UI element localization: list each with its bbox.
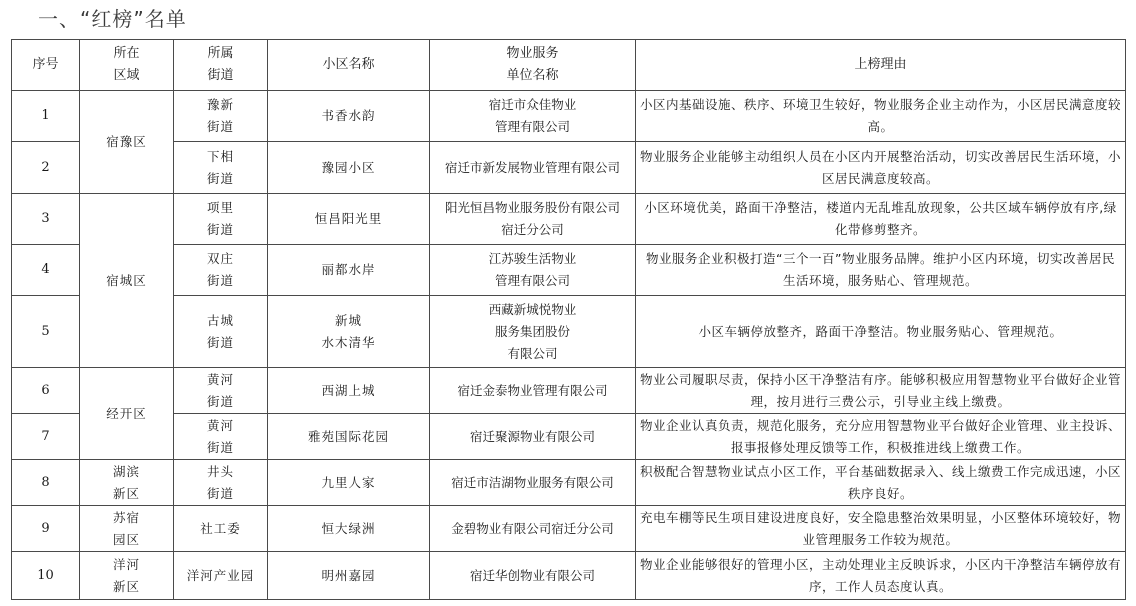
cell-line: 街道 [206, 119, 234, 134]
section-heading: 一、“红榜”名单 [38, 7, 187, 31]
seq-cell: 3 [12, 194, 80, 245]
street-cell [174, 296, 268, 368]
cell-line: 宿迁市新发展物业管理有限公司 [444, 159, 620, 175]
header-row [12, 40, 1126, 91]
cell-line: 洋河产业园 [186, 567, 255, 583]
seq-cell: 9 [12, 506, 80, 552]
cell-line: 书香水韵 [321, 108, 376, 123]
table-row [12, 194, 1126, 245]
cell-line: 九里人家 [321, 474, 376, 490]
cell-line: 街道 [206, 222, 234, 237]
header-seq: 序号 [12, 40, 80, 91]
street-cell [174, 460, 268, 506]
region-cell [80, 91, 174, 194]
region-cell [80, 552, 174, 600]
company-cell [430, 368, 636, 414]
cell-line: 有限公司 [507, 345, 558, 361]
header-reason: 上榜理由 [636, 40, 1126, 91]
cell-line: 园区 [112, 531, 140, 547]
cell-line: 明州嘉园 [321, 567, 376, 583]
community-cell [268, 194, 430, 245]
company-cell [430, 506, 636, 552]
company-cell [430, 552, 636, 600]
reason-cell: 物业公司履职尽责，保持小区干净整洁有序。能够积极应用智慧物业平台做好企业管理，按月进行三费公示，引导业主线上缴费。 [636, 368, 1126, 414]
cell-line: 水木清华 [321, 334, 376, 350]
cell-line: 阳光恒昌物业服务股份有限公司 [444, 200, 620, 215]
cell-line: 雅苑国际花园 [307, 428, 389, 444]
company-cell [430, 414, 636, 460]
seq-cell: 4 [12, 245, 80, 296]
street-cell [174, 91, 268, 142]
table-row [12, 552, 1126, 600]
company-cell [430, 194, 636, 245]
community-cell [268, 368, 430, 414]
reason-cell: 小区环境优美，路面干净整洁，楼道内无乱堆乱放现象，公共区域车辆停放有序,绿化带修剪整齐。 [636, 194, 1126, 245]
reason-cell: 积极配合智慧物业试点小区工作，平台基础数据录入、线上缴费工作完成迅速，小区秩序良好。 [636, 460, 1126, 506]
cell-line: 黄河 [206, 417, 234, 433]
header-company: 物业服务 单位名称 [430, 40, 636, 91]
company-cell [430, 296, 636, 368]
table-row [12, 296, 1126, 368]
seq-cell: 1 [12, 91, 80, 142]
cell-line: 管理有限公司 [494, 119, 570, 134]
cell-line: 经开区 [106, 405, 147, 421]
cell-line: 湖滨 [112, 463, 140, 479]
street-cell [174, 368, 268, 414]
cell-line: 豫新 [206, 97, 234, 112]
cell-line: 服务集团股份 [494, 323, 570, 339]
community-cell [268, 245, 430, 296]
cell-line: 项里 [206, 200, 234, 215]
region-cell [80, 460, 174, 506]
cell-line: 社工委 [200, 520, 241, 536]
cell-line: 街道 [206, 334, 234, 350]
reason-cell: 充电车棚等民生项目建设进度良好，安全隐患整治效果明显，小区整体环境较好，物业管理服务工作较为规范。 [636, 506, 1126, 552]
cell-line: 宿豫区 [106, 134, 147, 149]
reason-cell: 物业服务企业能够主动组织人员在小区内开展整治活动，切实改善居民生活环境，小区居民满意度较高。 [636, 142, 1126, 194]
cell-line: 西湖上城 [321, 382, 376, 398]
street-cell [174, 552, 268, 600]
table-row [12, 368, 1126, 414]
header-community: 小区名称 [268, 40, 430, 91]
cell-line: 宿迁市众佳物业 [488, 97, 577, 112]
cell-line: 洋河 [112, 556, 140, 572]
cell-line: 宿迁分公司 [501, 222, 564, 237]
community-cell [268, 296, 430, 368]
cell-line: 苏宿 [112, 509, 140, 525]
cell-line: 街道 [206, 439, 234, 455]
cell-line: 新城 [334, 312, 362, 328]
cell-line: 街道 [206, 393, 234, 409]
street-cell [174, 414, 268, 460]
seq-cell: 10 [12, 552, 80, 600]
cell-line: 街道 [206, 485, 234, 501]
community-cell [268, 552, 430, 600]
cell-line: 宿迁华创物业有限公司 [469, 567, 595, 583]
seq-cell: 2 [12, 142, 80, 194]
cell-line: 黄河 [206, 371, 234, 387]
cell-line: 管理有限公司 [494, 273, 570, 288]
company-cell [430, 91, 636, 142]
street-cell [174, 245, 268, 296]
company-cell [430, 460, 636, 506]
cell-line: 西藏新城悦物业 [488, 301, 577, 317]
cell-line: 井头 [206, 463, 234, 479]
reason-cell: 小区车辆停放整齐，路面干净整洁。物业服务贴心、管理规范。 [636, 296, 1126, 368]
community-cell [268, 460, 430, 506]
region-cell [80, 368, 174, 460]
cell-line: 下相 [206, 148, 234, 164]
street-cell [174, 194, 268, 245]
table-row [12, 245, 1126, 296]
table-row [12, 91, 1126, 142]
community-cell [268, 142, 430, 194]
reason-cell: 小区内基础设施、秩序、环境卫生较好，物业服务企业主动作为，小区居民满意度较高。 [636, 91, 1126, 142]
red-list-table [11, 39, 1126, 600]
header-street: 所属 街道 [174, 40, 268, 91]
community-cell [268, 506, 430, 552]
seq-cell: 8 [12, 460, 80, 506]
reason-cell: 物业企业能够很好的管理小区，主动处理业主反映诉求，小区内干净整洁车辆停放有序，工作人员态度认真。 [636, 552, 1126, 600]
cell-line: 宿迁金泰物业管理有限公司 [457, 382, 608, 398]
community-cell [268, 414, 430, 460]
region-cell [80, 506, 174, 552]
table-row [12, 460, 1126, 506]
cell-line: 丽都水岸 [321, 262, 376, 277]
reason-cell: 物业企业认真负责，规范化服务，充分应用智慧物业平台做好企业管理、业主投诉、报事报修处理反馈等工作，积极推进线上缴费工作。 [636, 414, 1126, 460]
company-cell [430, 142, 636, 194]
cell-line: 宿迁市洁湖物业服务有限公司 [451, 474, 614, 490]
cell-line: 街道 [206, 273, 234, 288]
reason-cell: 物业服务企业积极打造“三个一百”物业服务品牌。维护小区内环境，切实改善居民生活环境，服务贴心、管理规范。 [636, 245, 1126, 296]
cell-line: 宿城区 [106, 272, 147, 288]
cell-line: 江苏骏生活物业 [488, 251, 577, 266]
cell-line: 双庄 [206, 251, 234, 266]
table-row [12, 506, 1126, 552]
community-cell [268, 91, 430, 142]
seq-cell: 5 [12, 296, 80, 368]
cell-line: 恒大绿洲 [321, 520, 376, 536]
cell-line: 金碧物业有限公司宿迁分公司 [451, 520, 614, 536]
table-row [12, 142, 1126, 194]
header-region: 所在 区域 [80, 40, 174, 91]
cell-line: 恒昌阳光里 [314, 211, 383, 226]
street-cell [174, 506, 268, 552]
cell-line: 宿迁聚源物业有限公司 [469, 428, 595, 444]
cell-line: 新区 [112, 578, 140, 594]
company-cell [430, 245, 636, 296]
cell-line: 古城 [206, 312, 234, 328]
seq-cell: 6 [12, 368, 80, 414]
region-cell [80, 194, 174, 368]
cell-line: 豫园小区 [321, 159, 376, 175]
cell-line: 街道 [206, 170, 234, 186]
cell-line: 新区 [112, 485, 140, 501]
table-row [12, 414, 1126, 460]
street-cell [174, 142, 268, 194]
seq-cell: 7 [12, 414, 80, 460]
